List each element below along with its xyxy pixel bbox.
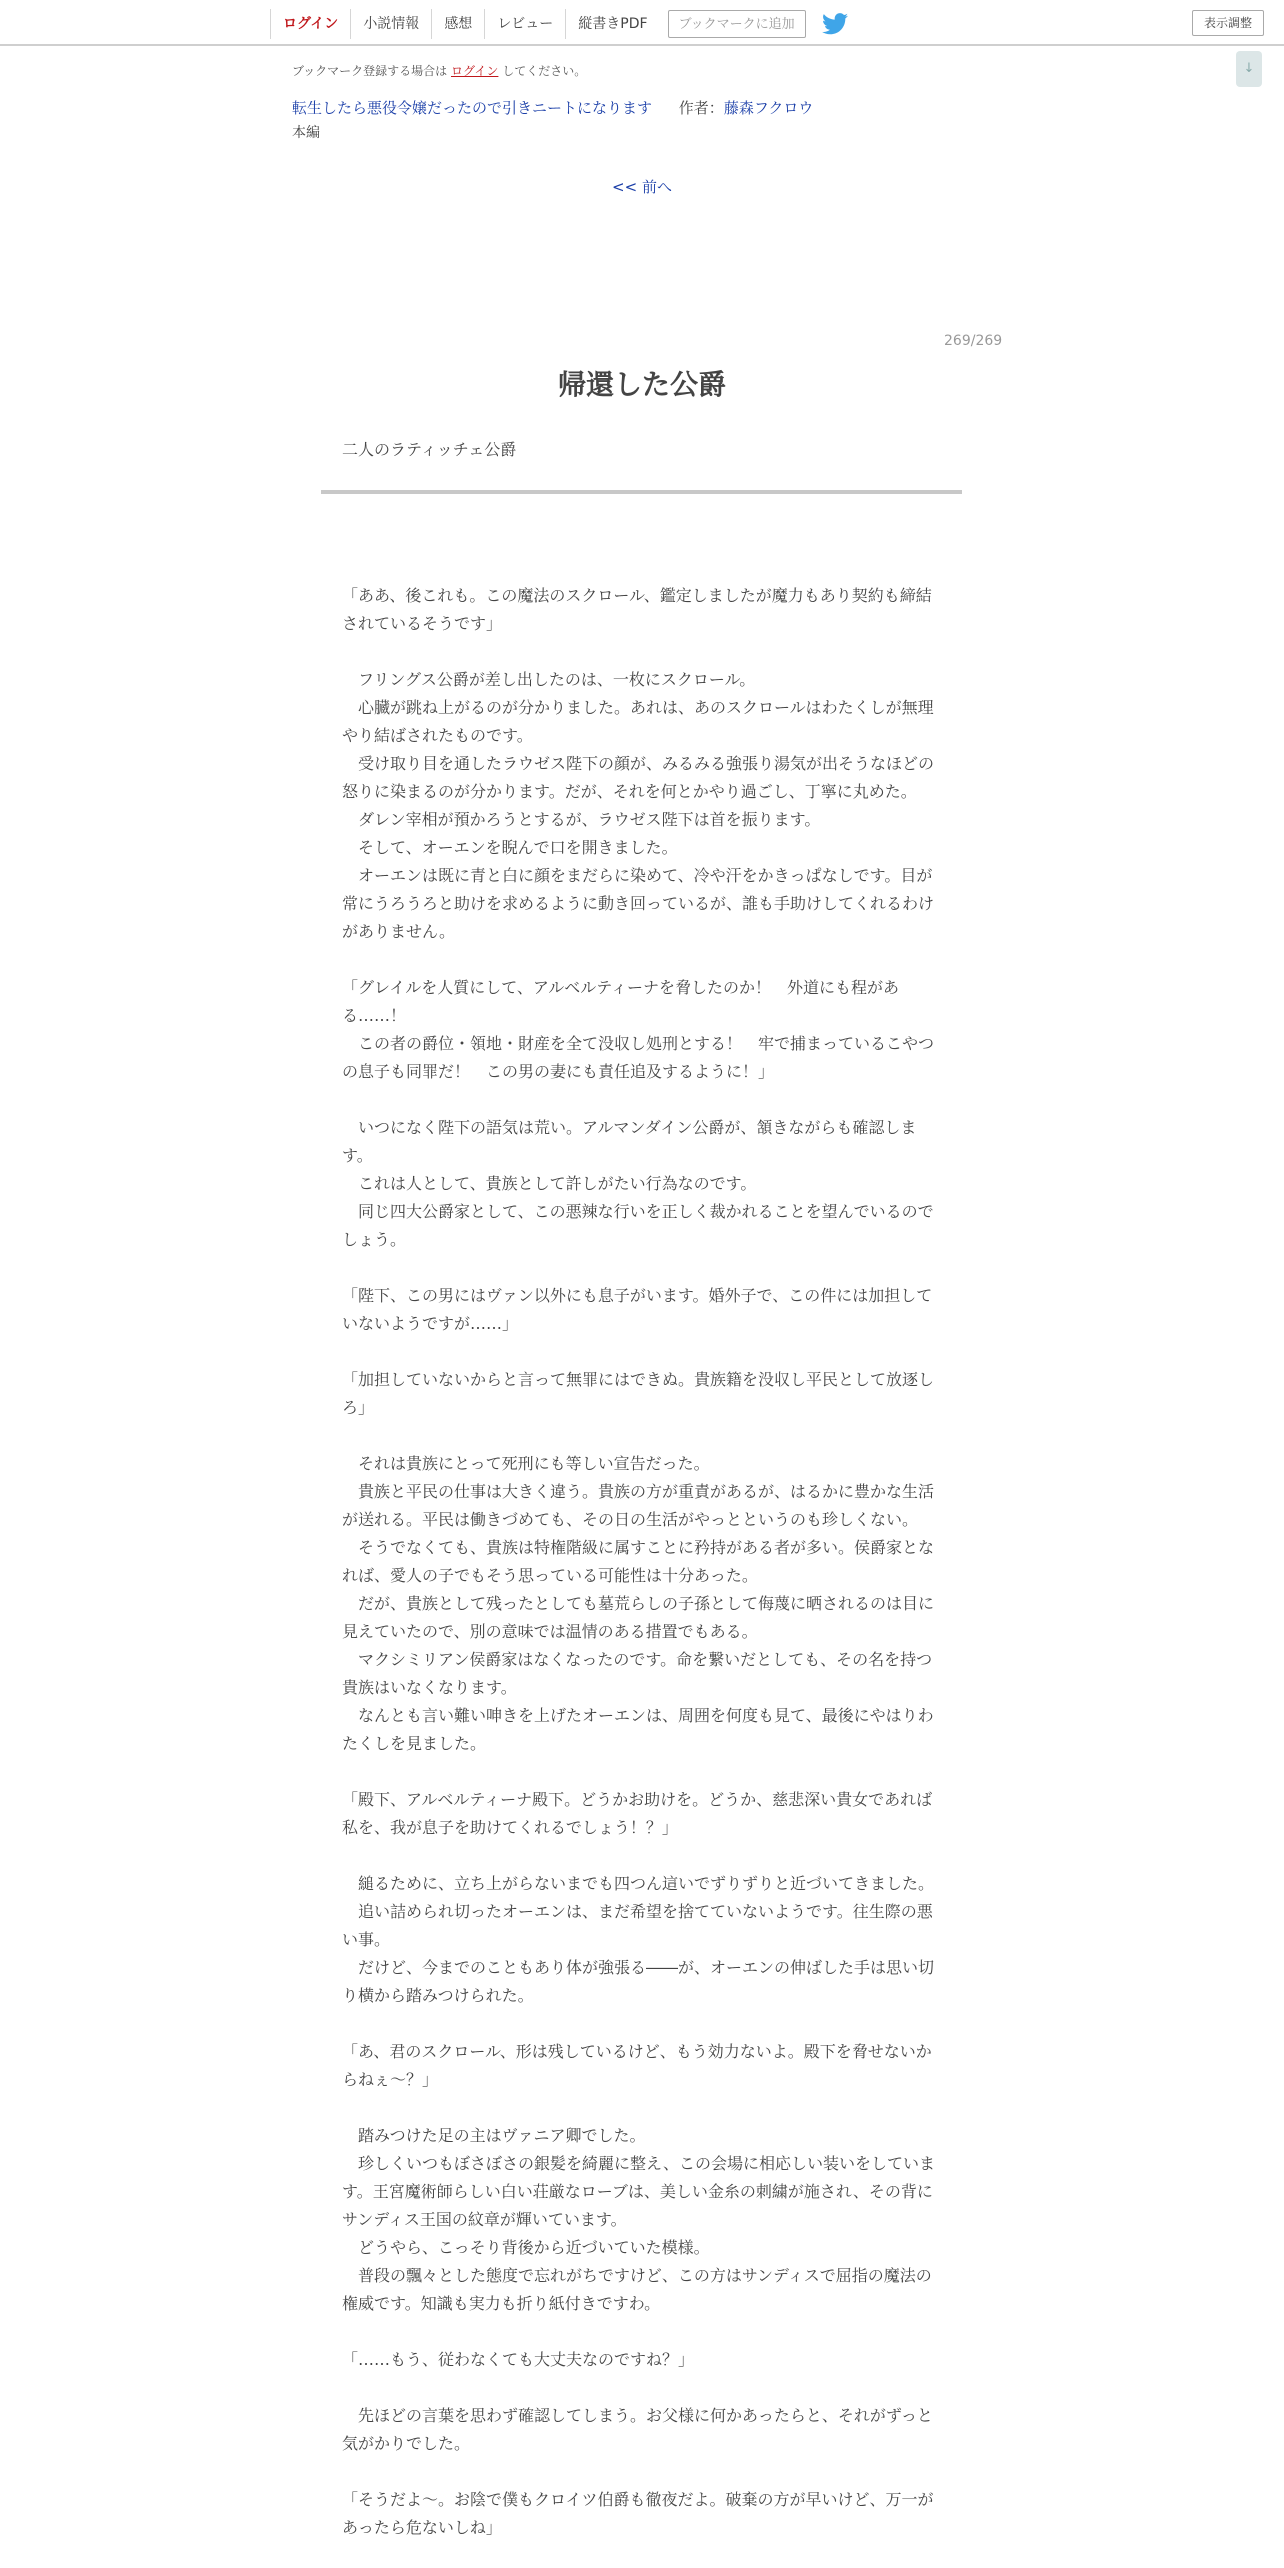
story-paragraph: ダレン宰相が預かろうとするが、ラウゼス陛下は首を振ります。 [342, 810, 821, 829]
twitter-bird-icon [822, 13, 848, 35]
bookmark-login-notice [292, 62, 586, 79]
blank-line [342, 1338, 942, 1366]
twitter-share-button[interactable] [822, 13, 848, 35]
blank-line [342, 1086, 942, 1114]
story-paragraph: そうでなくても、貴族は特権階級に属すことに矜持がある者が多い。侯爵家となれば、愛人の子でもそう思っている可能性は十分あった。 [342, 1538, 935, 1585]
story-paragraph: いつになく陛下の語気は荒い。アルマンダイン公爵が、頷きながらも確認します。 [342, 1118, 917, 1165]
story-paragraph: 「陛下、この男にはヴァン以外にも息子がいます。婚外子で、この件には加担していないようですが……」 [342, 1286, 933, 1333]
story-paragraph: 「あ、君のスクロール、形は残しているけど、もう効力ないよ。殿下を脅せないからねぇ～？」 [342, 2042, 932, 2089]
nav-novel-info[interactable]: 小説情報 [350, 9, 431, 39]
novel-info-line [292, 97, 813, 118]
divider [321, 490, 962, 494]
story-paragraph: 「ああ、後これも。この魔法のスクロール、鑑定しましたが魔力もあり契約も締結されているそうです」 [342, 586, 932, 633]
blank-line [342, 2094, 942, 2122]
blank-line [342, 1842, 942, 1870]
story-paragraph: マクシミリアン侯爵家はなくなったのです。命を繋いだとしても、その名を持つ貴族はいなくなります。 [342, 1650, 933, 1697]
story-paragraph: 貴族と平民の仕事は大きく違う。貴族の方が重責があるが、はるかに豊かな生活が送れる。平民は働きづめても、その日の生活がやっとというのも珍しくない。 [342, 1482, 935, 1529]
story-paragraph: それは貴族にとって死刑にも等しい宣告だった。 [342, 1454, 710, 1473]
story-paragraph: 追い詰められ切ったオーエンは、まだ希望を捨てていないようです。往生際の悪い事。 [342, 1902, 933, 1949]
blank-line [342, 2010, 942, 2038]
story-paragraph: だけど、今までのこともあり体が強張る――が、オーエンの伸ばした手は思い切り横から踏みつけられた。 [342, 1958, 935, 2005]
story-paragraph: これは人として、貴族として許しがたい行為なのです。 [342, 1174, 757, 1193]
chapter-title: 帰還した公爵 [557, 368, 726, 401]
notice-text-after: してください。 [502, 64, 587, 78]
story-paragraph: フリングス公爵が差し出したのは、一枚にスクロール。 [342, 670, 756, 689]
blank-line [342, 1422, 942, 1450]
blank-line [342, 2318, 942, 2346]
chapter-pager: 269/269 [944, 333, 1003, 349]
blank-line [342, 2458, 942, 2486]
nav-vertical-pdf[interactable]: 縦書きPDF [565, 9, 659, 39]
story-paragraph: 先ほどの言葉を思わず確認してしまう。お父様に何かあったらと、それがずっと気がかりでした。 [342, 2406, 933, 2453]
chapter-subtitle: 二人のラティッチェ公爵 [342, 440, 517, 459]
story-paragraph: オーエンは既に青と白に顔をまだらに染めて、冷や汗をかきっぱなしです。目が常にうろうろと助けを求めるように動き回っているが、誰も手助けしてくれるわけがありません。 [342, 866, 935, 941]
author-label: 作者： [678, 99, 724, 117]
story-paragraph: 受け取り目を通したラウゼス陛下の顔が、みるみる強張り湯気が出そうなほどの怒りに染まるのが分かります。だが、それを何とかやり過ごし、丁寧に丸めた。 [342, 754, 935, 801]
blank-line [342, 1758, 942, 1786]
story-paragraph: 踏みつけた足の主はヴァニア卿でした。 [342, 2126, 646, 2145]
nav-impressions[interactable]: 感想 [431, 9, 484, 39]
add-bookmark-button[interactable]: ブックマークに追加 [668, 10, 806, 38]
blank-line [342, 1254, 942, 1282]
story-paragraph: 「グレイルを人質にして、アルベルティーナを脅したのか！ 外道にも程がある……！ [342, 978, 899, 1025]
story-paragraph: 縋るために、立ち上がらないまでも四つん這いでずりずりと近づいてきました。 [342, 1874, 935, 1893]
display-settings-button[interactable]: 表示調整 [1192, 10, 1264, 36]
story-paragraph: 「そうだよ～。お陰で僕もクロイツ伯爵も徹夜だよ。破棄の方が早いけど、万一があったら危ないしね」 [342, 2490, 934, 2537]
story-paragraph: 同じ四大公爵家として、この悪辣な行いを正しく裁かれることを望んでいるのでしょう。 [342, 1202, 934, 1249]
story-paragraph: 珍しくいつもぼさぼさの銀髪を綺麗に整え、この会場に相応しい装いをしています。王宮魔術師らしい白い荘厳なローブは、美しい金糸の刺繍が施され、その背にサンディス王国の紋章が輝いています。 [342, 2154, 935, 2229]
top-navbar [0, 0, 1284, 46]
blank-line [342, 638, 942, 666]
story-paragraph: だが、貴族として残ったとしても墓荒らしの子孫として侮蔑に晒されるのは目に見えていたので、別の意味では温情のある措置でもある。 [342, 1594, 935, 1641]
author-link[interactable]: 藤森フクロウ [723, 99, 814, 117]
notice-login-link[interactable]: ログイン [451, 64, 499, 78]
prev-page-link [0, 176, 1284, 197]
story-paragraph: どうやら、こっそり背後から近づいていた模様。 [342, 2238, 710, 2257]
nav-review[interactable]: レビュー [484, 9, 565, 39]
story-paragraph: 「加担していないからと言って無罪にはできぬ。貴族籍を没収し平民として放逐しろ」 [342, 1370, 935, 1417]
blank-line [342, 2374, 942, 2402]
story-paragraph: 「殿下、アルベルティーナ殿下。どうかお助けを。どうか、慈悲深い貴女であれば私を、我が息子を助けてくれるでしょう！？」 [342, 1790, 933, 1837]
novel-title-link[interactable]: 転生したら悪役令嬢だったので引きニートになります [292, 99, 653, 117]
main-nav [270, 8, 848, 40]
scroll-down-tab[interactable]: ↓ [1236, 51, 1262, 87]
story-paragraph: 心臓が跳ね上がるのが分かりました。あれは、あのスクロールはわたくしが無理やり結ばされたものです。 [342, 698, 934, 745]
story-paragraph: この者の爵位・領地・財産を全て没収し処刑とする！ 牢で捕まっているこやつの息子も同罪だ！ この男の妻にも責任追及するように！」 [342, 1034, 935, 1081]
story-body [342, 582, 942, 2542]
story-paragraph: 普段の飄々とした態度で忘れがちですけど、この方はサンディスで屈指の魔法の権威です。知識も実力も折り紙付きですわ。 [342, 2266, 932, 2313]
blank-line [342, 946, 942, 974]
story-paragraph: 「……もう、従わなくても大丈夫なのですね？」 [342, 2350, 695, 2369]
story-paragraph: なんとも言い難い呻きを上げたオーエンは、周囲を何度も見て、最後にやはりわたくしを見ました。 [342, 1706, 934, 1753]
nav-login[interactable]: ログイン [270, 9, 350, 39]
prev-link-text[interactable]: << 前へ [612, 178, 672, 196]
notice-text-before: ブックマーク登録する場合は [292, 64, 448, 78]
story-paragraph: そして、オーエンを睨んで口を開きました。 [342, 838, 678, 857]
section-label: 本編 [292, 125, 320, 141]
